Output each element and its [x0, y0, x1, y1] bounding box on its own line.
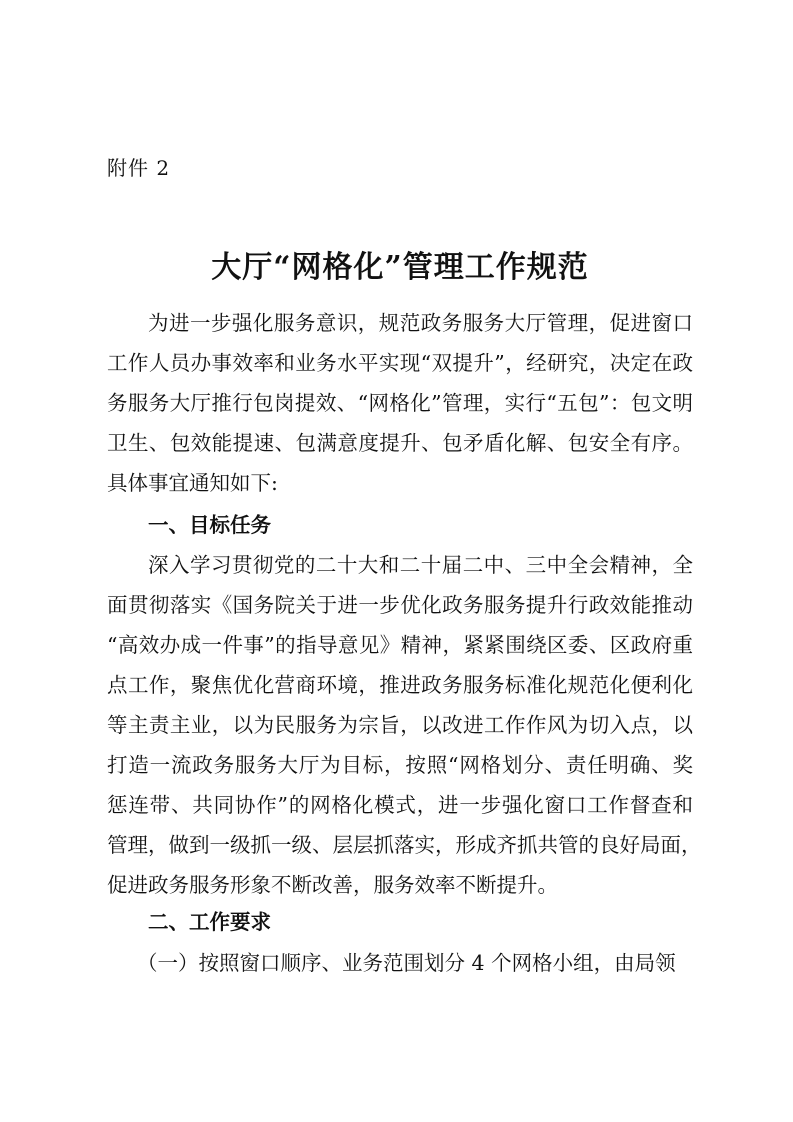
- section-heading-requirements: 二、工作要求: [148, 910, 271, 934]
- requirements-line: （一）按照窗口顺序、业务范围划分 4 个网格小组，由局领: [137, 951, 676, 975]
- goals-line: 点工作，聚焦优化营商环境，推进政务服务标准化规范化便利化: [107, 673, 693, 697]
- intro-line: 工作人员办事效率和业务水平实现“双提升”，经研究，决定在政: [107, 351, 693, 375]
- goals-line: 促进政务服务形象不断改善，服务效率不断提升。: [107, 873, 558, 897]
- goals-line: 深入学习贯彻党的二十大和二十届二中、三中全会精神，全: [148, 553, 693, 577]
- intro-line: 为进一步强化服务意识，规范政务服务大厅管理，促进窗口: [148, 311, 693, 335]
- intro-paragraph: [107, 303, 693, 503]
- goals-line: 管理，做到一级抓一级、层层抓落实，形成齐抓共管的良好局面，: [107, 833, 702, 857]
- intro-line: 卫生、包效能提速、包满意度提升、包矛盾化解、包安全有序。: [107, 431, 693, 455]
- goals-line: 惩连带、共同协作”的网格化模式，进一步强化窗口工作督查和: [107, 793, 693, 817]
- goals-paragraph: [107, 545, 702, 905]
- section-heading-goals: 一、目标任务: [148, 513, 271, 537]
- goals-line: 等主责主业，以为民服务为宗旨，以改进工作作风为切入点，以: [107, 713, 693, 737]
- goals-line: “高效办成一件事”的指导意见》精神，紧紧围绕区委、区政府重: [107, 633, 693, 657]
- goals-line: 打造一流政务服务大厅为目标，按照“网格划分、责任明确、奖: [107, 753, 693, 777]
- attachment-label: 附件 2: [107, 156, 171, 180]
- requirements-paragraph: [107, 943, 693, 983]
- intro-line: 具体事宜通知如下:: [107, 471, 278, 495]
- document-title: 大厅“网格化”管理工作规范: [211, 250, 589, 285]
- intro-line: 务服务大厅推行包岗提效、“网格化”管理，实行“五包”：包文明: [107, 391, 693, 415]
- goals-line: 面贯彻落实《国务院关于进一步优化政务服务提升行政效能推动: [107, 593, 693, 617]
